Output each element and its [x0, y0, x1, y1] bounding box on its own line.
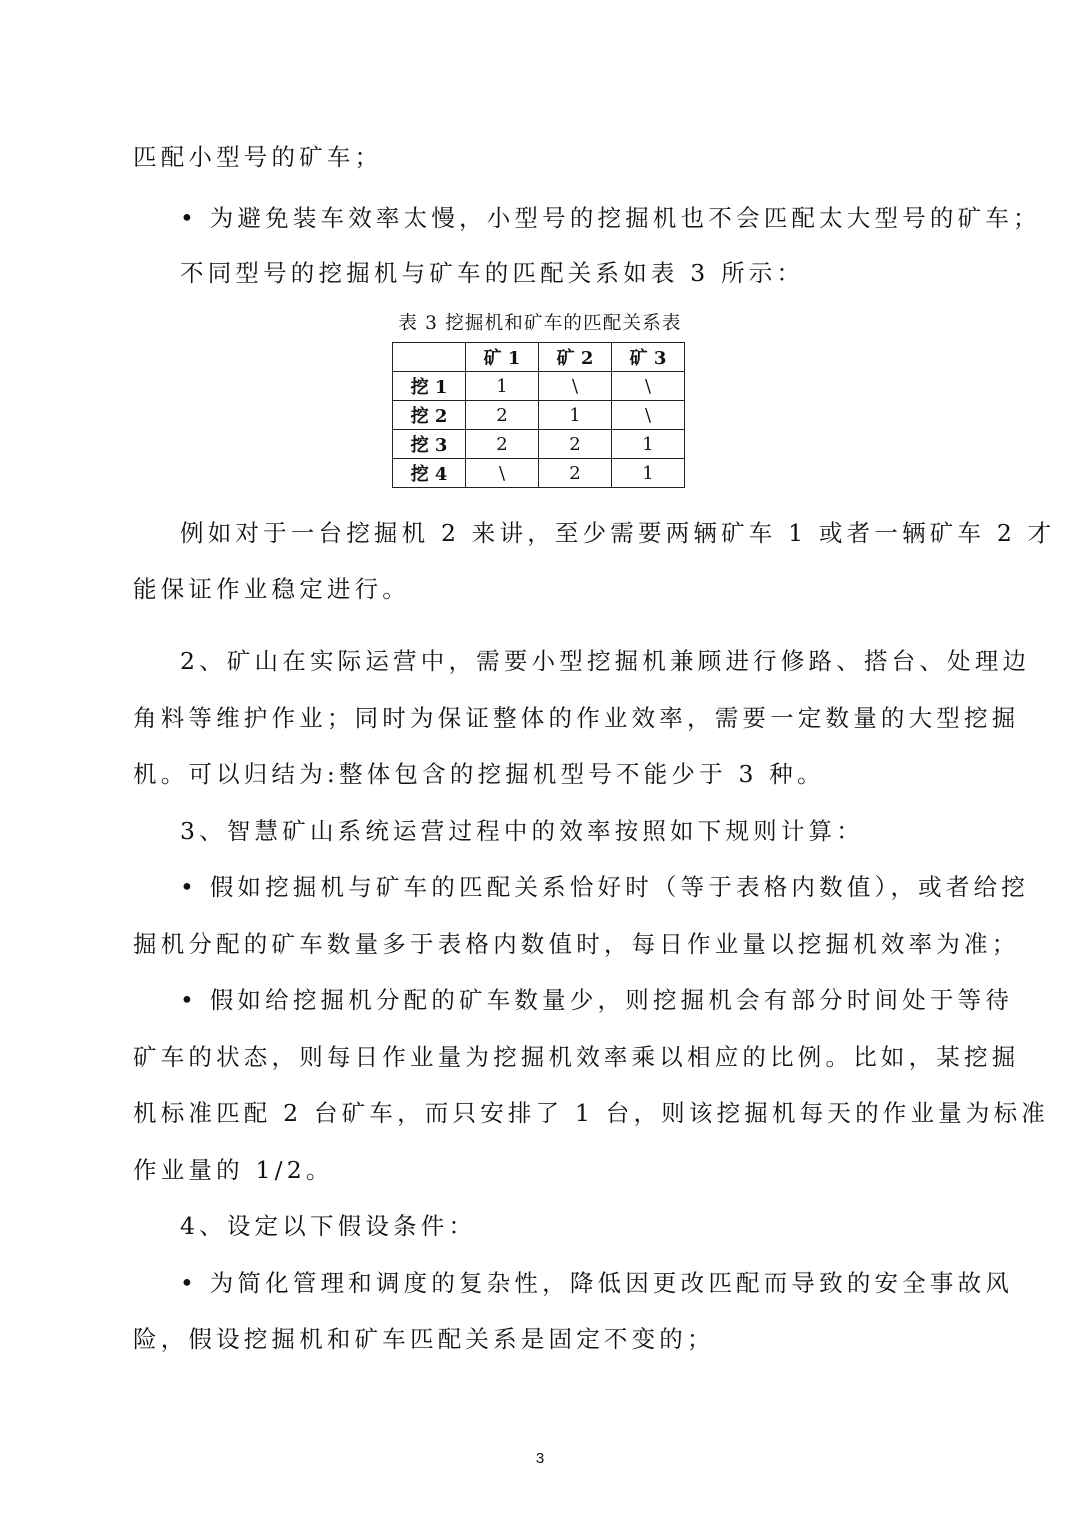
text-line: 匹配小型号的矿车； [133, 143, 383, 171]
bullet-line: • 为避免装车效率太慢，小型号的挖掘机也不会匹配太大型号的矿车； [180, 204, 1041, 232]
bullet-line: • 假如挖掘机与矿车的匹配关系恰好时（等于表格内数值），或者给挖 [180, 873, 1029, 901]
text-line: 机标准匹配 2 台矿车，而只安排了 1 台，则该挖掘机每天的作业量为标准 [133, 1099, 1049, 1127]
table-row [393, 372, 685, 401]
table-row [393, 401, 685, 430]
table-cell: \ [612, 372, 685, 401]
table-header-cell: 矿 1 [466, 343, 539, 372]
table-header-row [393, 343, 685, 372]
text-line: 角料等维护作业；同时为保证整体的作业效率，需要一定数量的大型挖掘 [133, 704, 1020, 732]
row-header: 挖 2 [393, 401, 466, 430]
text-line: 4、设定以下假设条件： [180, 1212, 477, 1240]
page-number: 3 [535, 1450, 545, 1467]
text-line: 机。可以归结为:整体包含的挖掘机型号不能少于 3 种。 [133, 760, 825, 788]
table-caption: 表 3 挖掘机和矿车的匹配关系表 [398, 313, 682, 334]
table-header-cell [393, 343, 466, 372]
table-cell: \ [612, 401, 685, 430]
table-cell: 2 [539, 459, 612, 488]
table-cell: 1 [466, 372, 539, 401]
table-row [393, 430, 685, 459]
table-cell: 2 [466, 430, 539, 459]
row-header: 挖 4 [393, 459, 466, 488]
table-header-cell: 矿 3 [612, 343, 685, 372]
text-line: 2、矿山在实际运营中，需要小型挖掘机兼顾进行修路、搭台、处理边 [180, 647, 1031, 675]
table-cell: 2 [466, 401, 539, 430]
text-line: 能保证作业稳定进行。 [133, 575, 410, 603]
table-cell: 1 [612, 430, 685, 459]
table-cell: \ [539, 372, 612, 401]
bullet-line: • 假如给挖掘机分配的矿车数量少，则挖掘机会有部分时间处于等待 [180, 986, 1014, 1014]
table-cell: \ [466, 459, 539, 488]
table-cell: 1 [539, 401, 612, 430]
text-line: 矿车的状态，则每日作业量为挖掘机效率乘以相应的比例。比如，某挖掘 [133, 1043, 1020, 1071]
text-line: 掘机分配的矿车数量多于表格内数值时，每日作业量以挖掘机效率为准； [133, 930, 1020, 958]
text-line: 3、智慧矿山系统运营过程中的效率按照如下规则计算： [180, 817, 864, 845]
table-cell: 1 [612, 459, 685, 488]
row-header: 挖 1 [393, 372, 466, 401]
matching-table [392, 342, 685, 488]
text-line: 险，假设挖掘机和矿车匹配关系是固定不变的； [133, 1325, 715, 1353]
table-cell: 2 [539, 430, 612, 459]
text-line: 例如对于一台挖掘机 2 来讲，至少需要两辆矿车 1 或者一辆矿车 2 才 [180, 519, 1056, 547]
table-row [393, 459, 685, 488]
text-line: 作业量的 1/2。 [133, 1156, 334, 1184]
text-line: 不同型号的挖掘机与矿车的匹配关系如表 3 所示： [180, 259, 805, 287]
table-header-cell: 矿 2 [539, 343, 612, 372]
row-header: 挖 3 [393, 430, 466, 459]
bullet-line: • 为简化管理和调度的复杂性，降低因更改匹配而导致的安全事故风 [180, 1269, 1014, 1297]
